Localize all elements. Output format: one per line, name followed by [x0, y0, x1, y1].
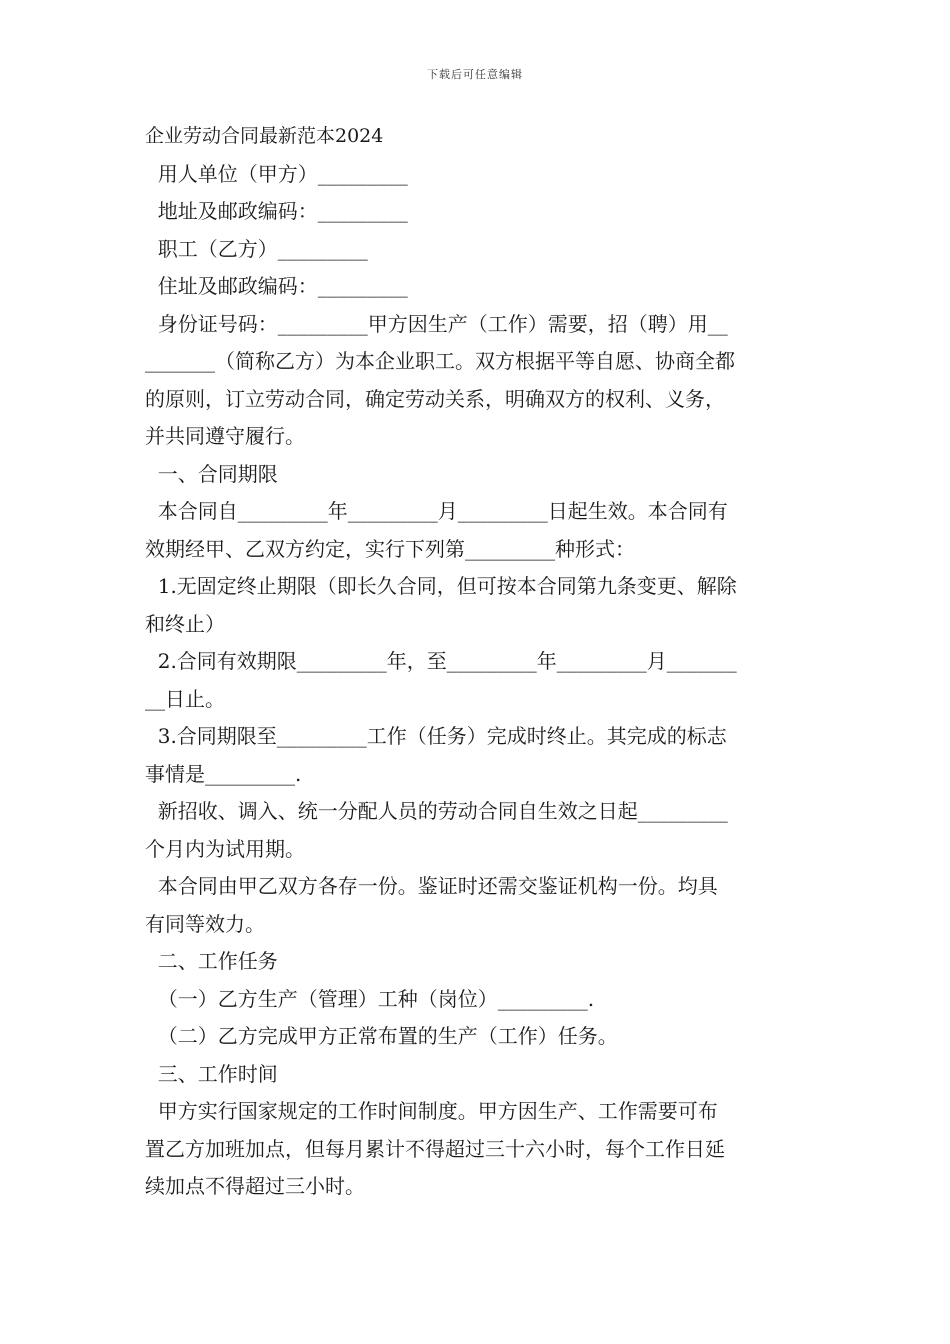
paragraph-line: 个月内为试用期。: [145, 836, 305, 861]
paragraph-line: _______（简称乙方）为本企业职工。双方根据平等自愿、协商全都: [145, 349, 735, 373]
contract-body: [145, 118, 807, 1206]
paragraph-line: 2.合同有效期限_________年，至_________年_________月_______: [145, 649, 737, 673]
section-heading-tasks: 二、工作任务: [145, 949, 278, 973]
employer-address-field: 地址及邮政编码：_________: [145, 199, 408, 223]
paragraph-line: 有同等效力。: [145, 911, 265, 936]
paragraph-line: 事情是_________.: [145, 761, 302, 786]
paragraph-line: （一）乙方生产（管理）工种（岗位）_________.: [145, 986, 595, 1011]
paragraph-line: 续加点不得超过三小时。: [145, 1174, 365, 1198]
section-heading-hours: 三、工作时间: [145, 1061, 278, 1086]
paragraph-line: 效期经甲、乙双方约定，实行下列第_________种形式：: [145, 536, 635, 561]
employee-address-field: 住址及邮政编码：_________: [145, 274, 408, 298]
paragraph-line: （二）乙方完成甲方正常布置的生产（工作）任务。: [145, 1024, 618, 1048]
document-title: 企业劳动合同最新范本2024: [145, 125, 384, 147]
employee-field: 职工（乙方）_________: [145, 236, 368, 261]
paragraph-line: 身份证号码：_________甲方因生产（工作）需要，招（聘）用__: [145, 311, 728, 336]
paragraph-line: 的原则，订立劳动合同，确定劳动关系，明确双方的权利、义务，: [145, 386, 725, 411]
paragraph-line: 甲方实行国家规定的工作时间制度。甲方因生产、工作需要可布: [145, 1099, 718, 1123]
paragraph-line: 新招收、调入、统一分配人员的劳动合同自生效之日起_________: [145, 799, 728, 823]
paragraph-line: 本合同自_________年_________月_________日起生效。本合同有: [145, 499, 728, 523]
paragraph-line: 1.无固定终止期限（即长久合同，但可按本合同第九条变更、解除: [145, 574, 737, 598]
paragraph-line: 并共同遵守履行。: [145, 424, 305, 448]
section-heading-term: 一、合同期限: [145, 461, 278, 486]
paragraph-line: 本合同由甲乙双方各存一份。鉴证时还需交鉴证机构一份。均具: [145, 874, 718, 898]
paragraph-line: __日止。: [145, 686, 225, 711]
page-header-note: 下载后可任意编辑: [427, 68, 523, 81]
paragraph-line: 和终止）: [145, 611, 225, 636]
paragraph-line: 3.合同期限至_________工作（任务）完成时终止。其完成的标志: [145, 724, 727, 748]
employer-field: 用人单位（甲方）_________: [145, 161, 408, 186]
paragraph-line: 置乙方加班加点，但每月累计不得超过三十六小时，每个工作日延: [145, 1136, 725, 1161]
